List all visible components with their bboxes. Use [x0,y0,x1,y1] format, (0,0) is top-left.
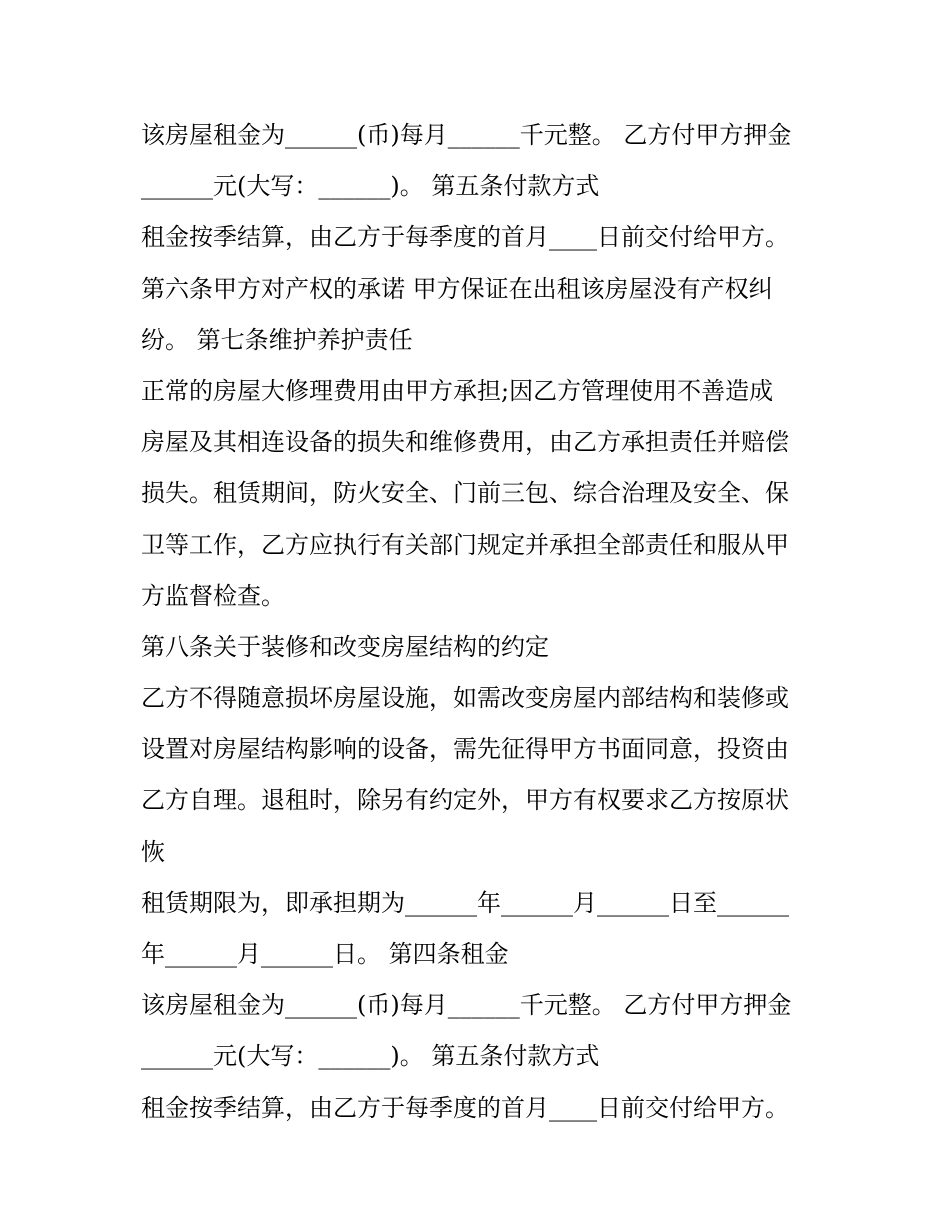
text-line: 租金按季结算，由乙方于每季度的首月____日前交付给甲方。 [141,223,789,252]
text-line: ______元(大写：______)。 第五条付款方式 [141,1042,600,1071]
text-line: 租赁期限为，即承担期为______年______月______日至______ [141,888,789,917]
text-line: 房屋及其相连设备的损失和维修费用，由乙方承担责任并赔偿 [141,428,789,457]
text-line: 第八条关于装修和改变房屋结构的约定 [141,632,549,661]
text-line: 损失。租赁期间，防火安全、门前三包、综合治理及安全、保 [141,479,789,508]
text-line: 方监督检查。 [141,581,285,610]
contract-text-body [141,110,821,1134]
text-line: 该房屋租金为______(币)每月______千元整。 乙方付甲方押金 [141,991,792,1020]
text-line: 乙方自理。退租时，除另有约定外，甲方有权要求乙方按原状 [141,786,789,815]
text-line: 设置对房屋结构影响的设备，需先征得甲方书面同意，投资由 [141,735,789,764]
text-line: 第六条甲方对产权的承诺 甲方保证在出租该房屋没有产权纠 [141,274,773,303]
text-line: 恢 [141,837,165,866]
text-line: 该房屋租金为______(币)每月______千元整。 乙方付甲方押金 [141,121,792,149]
text-line: 年______月______日。 第四条租金 [141,940,509,968]
text-line: 卫等工作，乙方应执行有关部门规定并承担全部责任和服从甲 [141,530,789,559]
text-line: 租金按季结算，由乙方于每季度的首月____日前交付给甲方。 [141,1093,789,1122]
text-line: 乙方不得随意损坏房屋设施，如需改变房屋内部结构和装修或 [141,684,789,713]
text-line: ______元(大写：______)。 第五条付款方式 [141,172,600,201]
text-line: 纷。 第七条维护养护责任 [141,325,413,354]
text-line: 正常的房屋大修理费用由甲方承担;因乙方管理使用不善造成 [141,376,774,405]
